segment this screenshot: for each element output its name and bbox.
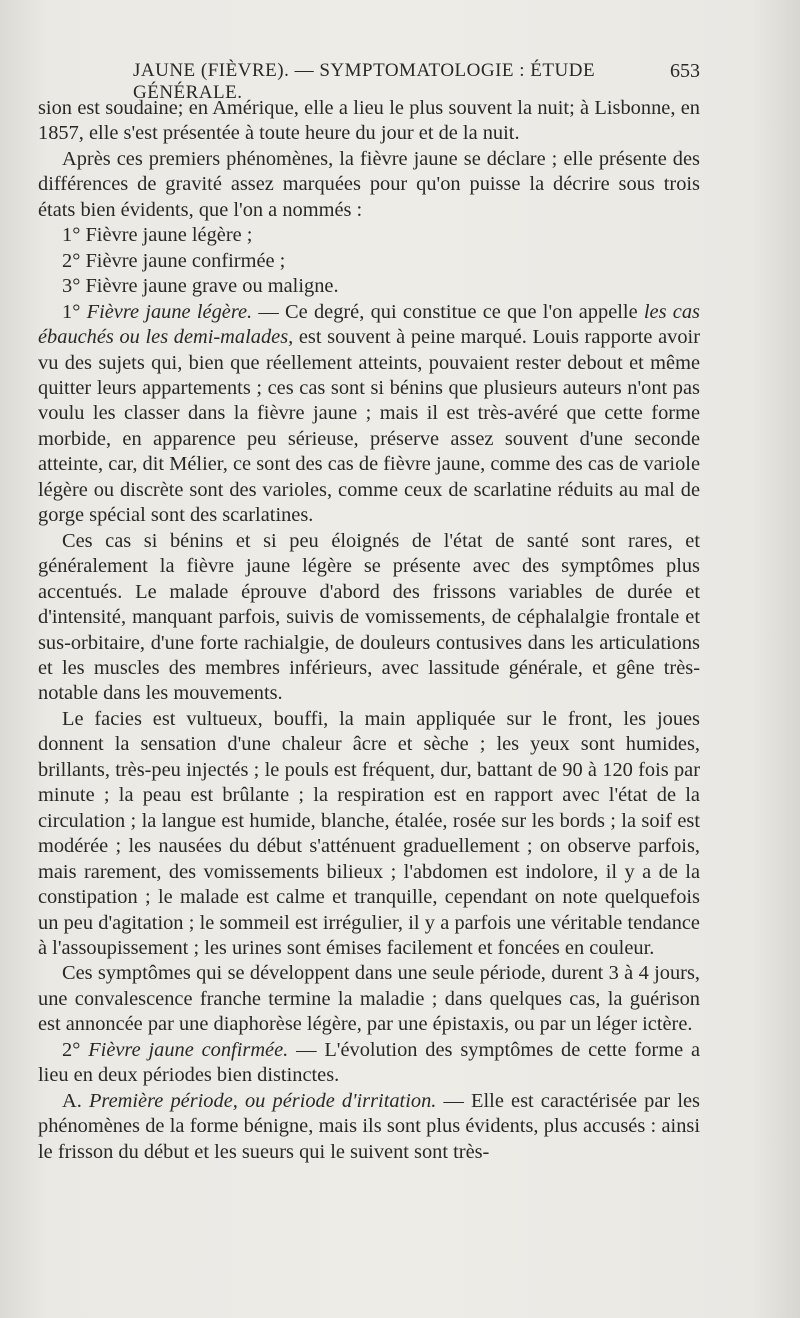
paragraph-5: Le facies est vultueux, bouffi, la main appliquée sur le front, les joues donnent la sensation d'une chaleur âcre et sèche ; les yeux sont humides, brillants, très-peu injectés ; le pouls est fréquent, dur, battant de 90 à 120 fois par minute ; la peau est brûlante ; la respiration est en rapport avec l'état de la circulation ; la langue est humide, blanche, étalée, rosée sur les bords ; la soif est modérée ; les nausées du début s'atténuent graduellement ; on observe parfois, mais rarement, des vomissements bilieux ; l'abdomen est indolore, il y a de la constipation ; le malade est calme et tranquille, cependant on note quelquefois un peu d'agitation ; le sommeil est irrégulier, il y a parfois une véritable tendance à l'assoupissement ; les urines sont émises facilement et foncées en couleur. — [38, 707, 700, 959]
subsection-letter: A. — [62, 1089, 82, 1112]
subsection-title: Première période, ou période d'irritation. — [88, 1089, 437, 1112]
page-number: 653 — [670, 60, 700, 82]
running-header — [38, 60, 700, 103]
paragraph-2: Après ces premiers phénomènes, la fièvre jaune se déclare ; elle présente des différences de gravité assez marquées pour qu'on puisse la décrire sous trois états bien évidents, que l'on a nommés : — [38, 147, 700, 221]
section-title: Fièvre jaune confirmée. — [88, 1038, 289, 1061]
list-item-1: 1° Fièvre jaune légère ; — [62, 224, 253, 247]
paragraph-6: Ces symptômes qui se développent dans une seule période, durent 3 à 4 jours, une convalescence franche termine la maladie ; dans quelques cas, la guérison est annoncée par une diaphorèse légère, par une épistaxis, ou par un léger ictère. — [38, 962, 700, 1036]
paragraph-3 — [38, 300, 700, 529]
list-item-2: 2° Fièvre jaune confirmée ; — [62, 249, 286, 272]
section-number: 2° — [62, 1038, 81, 1061]
body-text — [38, 96, 700, 1165]
paragraph-3-text-a: — Ce degré, qui constitue ce que l'on appelle — [258, 300, 638, 323]
paragraph-7-text: — L'évolution des symptômes de cette forme a lieu en deux périodes bien distinctes. — [38, 1038, 700, 1087]
paragraph-3-text-b: est souvent à peine marqué. Louis rapporte avoir vu des sujets qui, bien que réellement atteints, pouvaient rester debout et même quitter leurs appartements ; ces cas sont si bénins que plusieurs auteurs n'ont pas voulu les classer dans la fièvre jaune ; mais il est très-avéré que cette forme morbide, en apparence peu sérieuse, préserve assez souvent d'une seconde atteinte, car, dit Mélier, ce sont des cas de fièvre jaune, comme des cas de variole légère ou discrète sont des varioles, comme ceux de scarlatine réduits au mal de gorge spécial sont des scarlatines. — [38, 326, 700, 527]
header-title: JAUNE (FIÈVRE). — SYMPTOMATOLOGIE : ÉTUDE GÉNÉRALE. — [133, 60, 596, 103]
paragraph-8 — [38, 1089, 700, 1165]
paragraph-8-text: — Elle est caractérisée par les phénomènes de la forme bénigne, mais ils sont plus évidents, plus accusés : ainsi le frisson du début et les sueurs qui le suivent sont très- — [38, 1089, 700, 1163]
paragraph-1: sion est soudaine; en Amérique, elle a lieu le plus souvent la nuit; à Lisbonne, en 1857, elle s'est présentée à toute heure du jour et de la nuit. — [38, 97, 700, 145]
paragraph-7 — [38, 1038, 700, 1089]
list-item-3: 3° Fièvre jaune grave ou maligne. — [62, 275, 339, 298]
section-number: 1° — [62, 300, 81, 323]
paragraph-4: Ces cas si bénins et si peu éloignés de l'état de santé sont rares, et généralement la fièvre jaune légère se présente avec des symptômes plus accentués. Le malade éprouve d'abord des frissons variables de durée et d'intensité, manquant parfois, suivis de vomissements, de céphalalgie frontale et sus-orbitaire, d'une forte rachialgie, de douleurs contusives dans les articulations et les muscles des membres inférieurs, avec lassitude générale, et gêne très-notable dans les mouvements. — [38, 529, 700, 705]
paragraph-3-italic: les cas ébauchés ou les demi-malades, — [38, 300, 700, 349]
section-title: Fièvre jaune légère. — [86, 300, 253, 323]
